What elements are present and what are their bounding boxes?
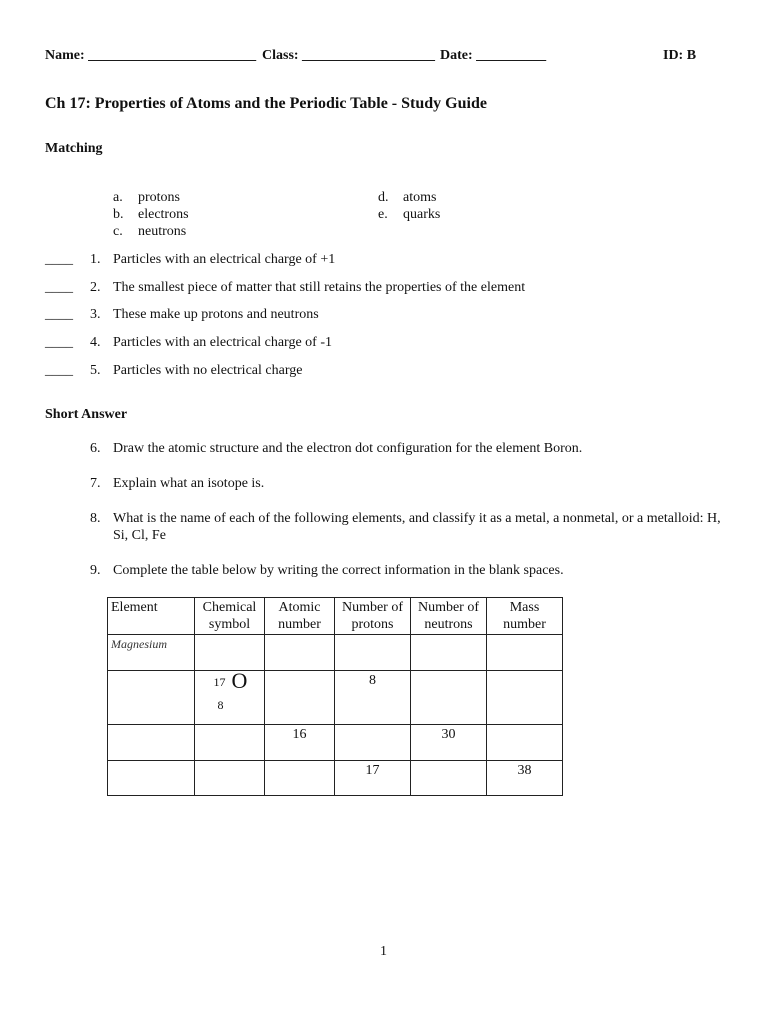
page-title: Ch 17: Properties of Atoms and the Periodic Table - Study Guide bbox=[45, 95, 487, 112]
question-text: Complete the table below by writing the correct information in the blank spaces. bbox=[113, 563, 564, 578]
table-header-row bbox=[108, 598, 563, 635]
table-row bbox=[108, 725, 563, 761]
option-letter: e. bbox=[378, 207, 388, 222]
option-text: atoms bbox=[403, 190, 437, 205]
cell-mass-number: 38 bbox=[487, 761, 563, 796]
question-number: 1. bbox=[90, 252, 101, 267]
cell-blank[interactable] bbox=[335, 725, 411, 761]
short-answer-heading: Short Answer bbox=[45, 407, 128, 422]
name-field[interactable]: Name: ________________________ bbox=[45, 48, 257, 63]
question-text: Draw the atomic structure and the electron dot configuration for the element Boron. bbox=[113, 441, 583, 456]
answer-blank[interactable]: ____ bbox=[45, 252, 73, 267]
header-label: protons bbox=[351, 617, 394, 632]
cell-protons: 8 bbox=[335, 671, 411, 725]
question-number: 6. bbox=[90, 441, 101, 456]
id-label: ID: B bbox=[663, 48, 697, 63]
cell-blank[interactable] bbox=[108, 761, 195, 796]
header-label: Number of bbox=[417, 600, 480, 615]
option-letter: a. bbox=[113, 190, 123, 205]
element-table bbox=[107, 597, 563, 796]
header-neutrons bbox=[411, 598, 487, 635]
header-label: Chemical bbox=[202, 600, 257, 615]
question-text: Particles with no electrical charge bbox=[113, 363, 303, 378]
answer-blank[interactable]: ____ bbox=[45, 307, 73, 322]
cell-blank[interactable] bbox=[108, 725, 195, 761]
cell-element[interactable] bbox=[108, 635, 195, 671]
header-atomic-number bbox=[265, 598, 335, 635]
option-text: quarks bbox=[403, 207, 441, 222]
header-label: Atomic bbox=[278, 600, 321, 615]
matching-heading: Matching bbox=[45, 141, 103, 156]
nuclide-notation bbox=[210, 668, 250, 718]
element-symbol: O bbox=[231, 668, 248, 693]
class-field[interactable]: Class: ___________________ bbox=[262, 48, 436, 63]
cell-blank[interactable] bbox=[411, 761, 487, 796]
cell-blank[interactable] bbox=[195, 635, 265, 671]
question-number: 5. bbox=[90, 363, 101, 378]
cell-blank[interactable] bbox=[195, 725, 265, 761]
date-field[interactable]: Date: __________ bbox=[440, 48, 547, 63]
header-label: Mass bbox=[509, 600, 540, 615]
header-label: symbol bbox=[208, 617, 251, 632]
question-text: The smallest piece of matter that still retains the properties of the element bbox=[113, 280, 526, 295]
question-text-continued: Si, Cl, Fe bbox=[113, 528, 166, 543]
question-number: 3. bbox=[90, 307, 101, 322]
page-number: 1 bbox=[380, 944, 387, 959]
question-text: Particles with an electrical charge of -1 bbox=[113, 335, 332, 350]
cell-blank[interactable] bbox=[335, 635, 411, 671]
cell-blank[interactable] bbox=[265, 635, 335, 671]
cell-blank[interactable] bbox=[195, 761, 265, 796]
question-text: Explain what an isotope is. bbox=[113, 476, 265, 491]
option-letter: b. bbox=[113, 207, 124, 222]
answer-blank[interactable]: ____ bbox=[45, 280, 73, 295]
option-letter: d. bbox=[378, 190, 389, 205]
cell-blank[interactable] bbox=[265, 671, 335, 725]
answer-blank[interactable]: ____ bbox=[45, 335, 73, 350]
cell-atomic-number: 16 bbox=[265, 725, 335, 761]
question-number: 9. bbox=[90, 563, 101, 578]
header-chemical-symbol bbox=[195, 598, 265, 635]
cell-blank[interactable] bbox=[411, 671, 487, 725]
header-label: neutrons bbox=[424, 617, 473, 632]
option-text: neutrons bbox=[138, 224, 187, 239]
header-label: number bbox=[278, 617, 321, 632]
table-row bbox=[108, 635, 563, 671]
cell-blank[interactable] bbox=[411, 635, 487, 671]
question-text: What is the name of each of the following elements, and classify it as a metal, a nonmetal, or a metalloid: H, bbox=[113, 511, 721, 526]
table-row bbox=[108, 671, 563, 725]
option-letter: c. bbox=[113, 224, 123, 239]
header-protons bbox=[335, 598, 411, 635]
question-number: 4. bbox=[90, 335, 101, 350]
question-text: Particles with an electrical charge of +1 bbox=[113, 252, 336, 267]
header-label: number bbox=[503, 617, 546, 632]
cell-blank[interactable] bbox=[487, 635, 563, 671]
atomic-subscript: 8 bbox=[217, 698, 224, 712]
cell-blank[interactable] bbox=[265, 761, 335, 796]
header-label: Number of bbox=[341, 600, 404, 615]
cell-blank[interactable] bbox=[108, 671, 195, 725]
cell-blank[interactable] bbox=[487, 725, 563, 761]
header-element bbox=[108, 598, 195, 635]
question-number: 8. bbox=[90, 511, 101, 526]
option-text: protons bbox=[138, 190, 180, 205]
question-text: These make up protons and neutrons bbox=[113, 307, 319, 322]
table-row bbox=[108, 761, 563, 796]
cell-blank[interactable] bbox=[487, 671, 563, 725]
header-mass-number bbox=[487, 598, 563, 635]
question-number: 2. bbox=[90, 280, 101, 295]
header-label: Element bbox=[111, 600, 158, 615]
cell-neutrons: 30 bbox=[411, 725, 487, 761]
cell-protons: 17 bbox=[335, 761, 411, 796]
question-number: 7. bbox=[90, 476, 101, 491]
mass-superscript: 17 bbox=[213, 675, 226, 689]
answer-blank[interactable]: ____ bbox=[45, 363, 73, 378]
option-text: electrons bbox=[138, 207, 189, 222]
element-name: Magnesium bbox=[111, 637, 167, 651]
cell-chemical-symbol bbox=[195, 668, 265, 725]
